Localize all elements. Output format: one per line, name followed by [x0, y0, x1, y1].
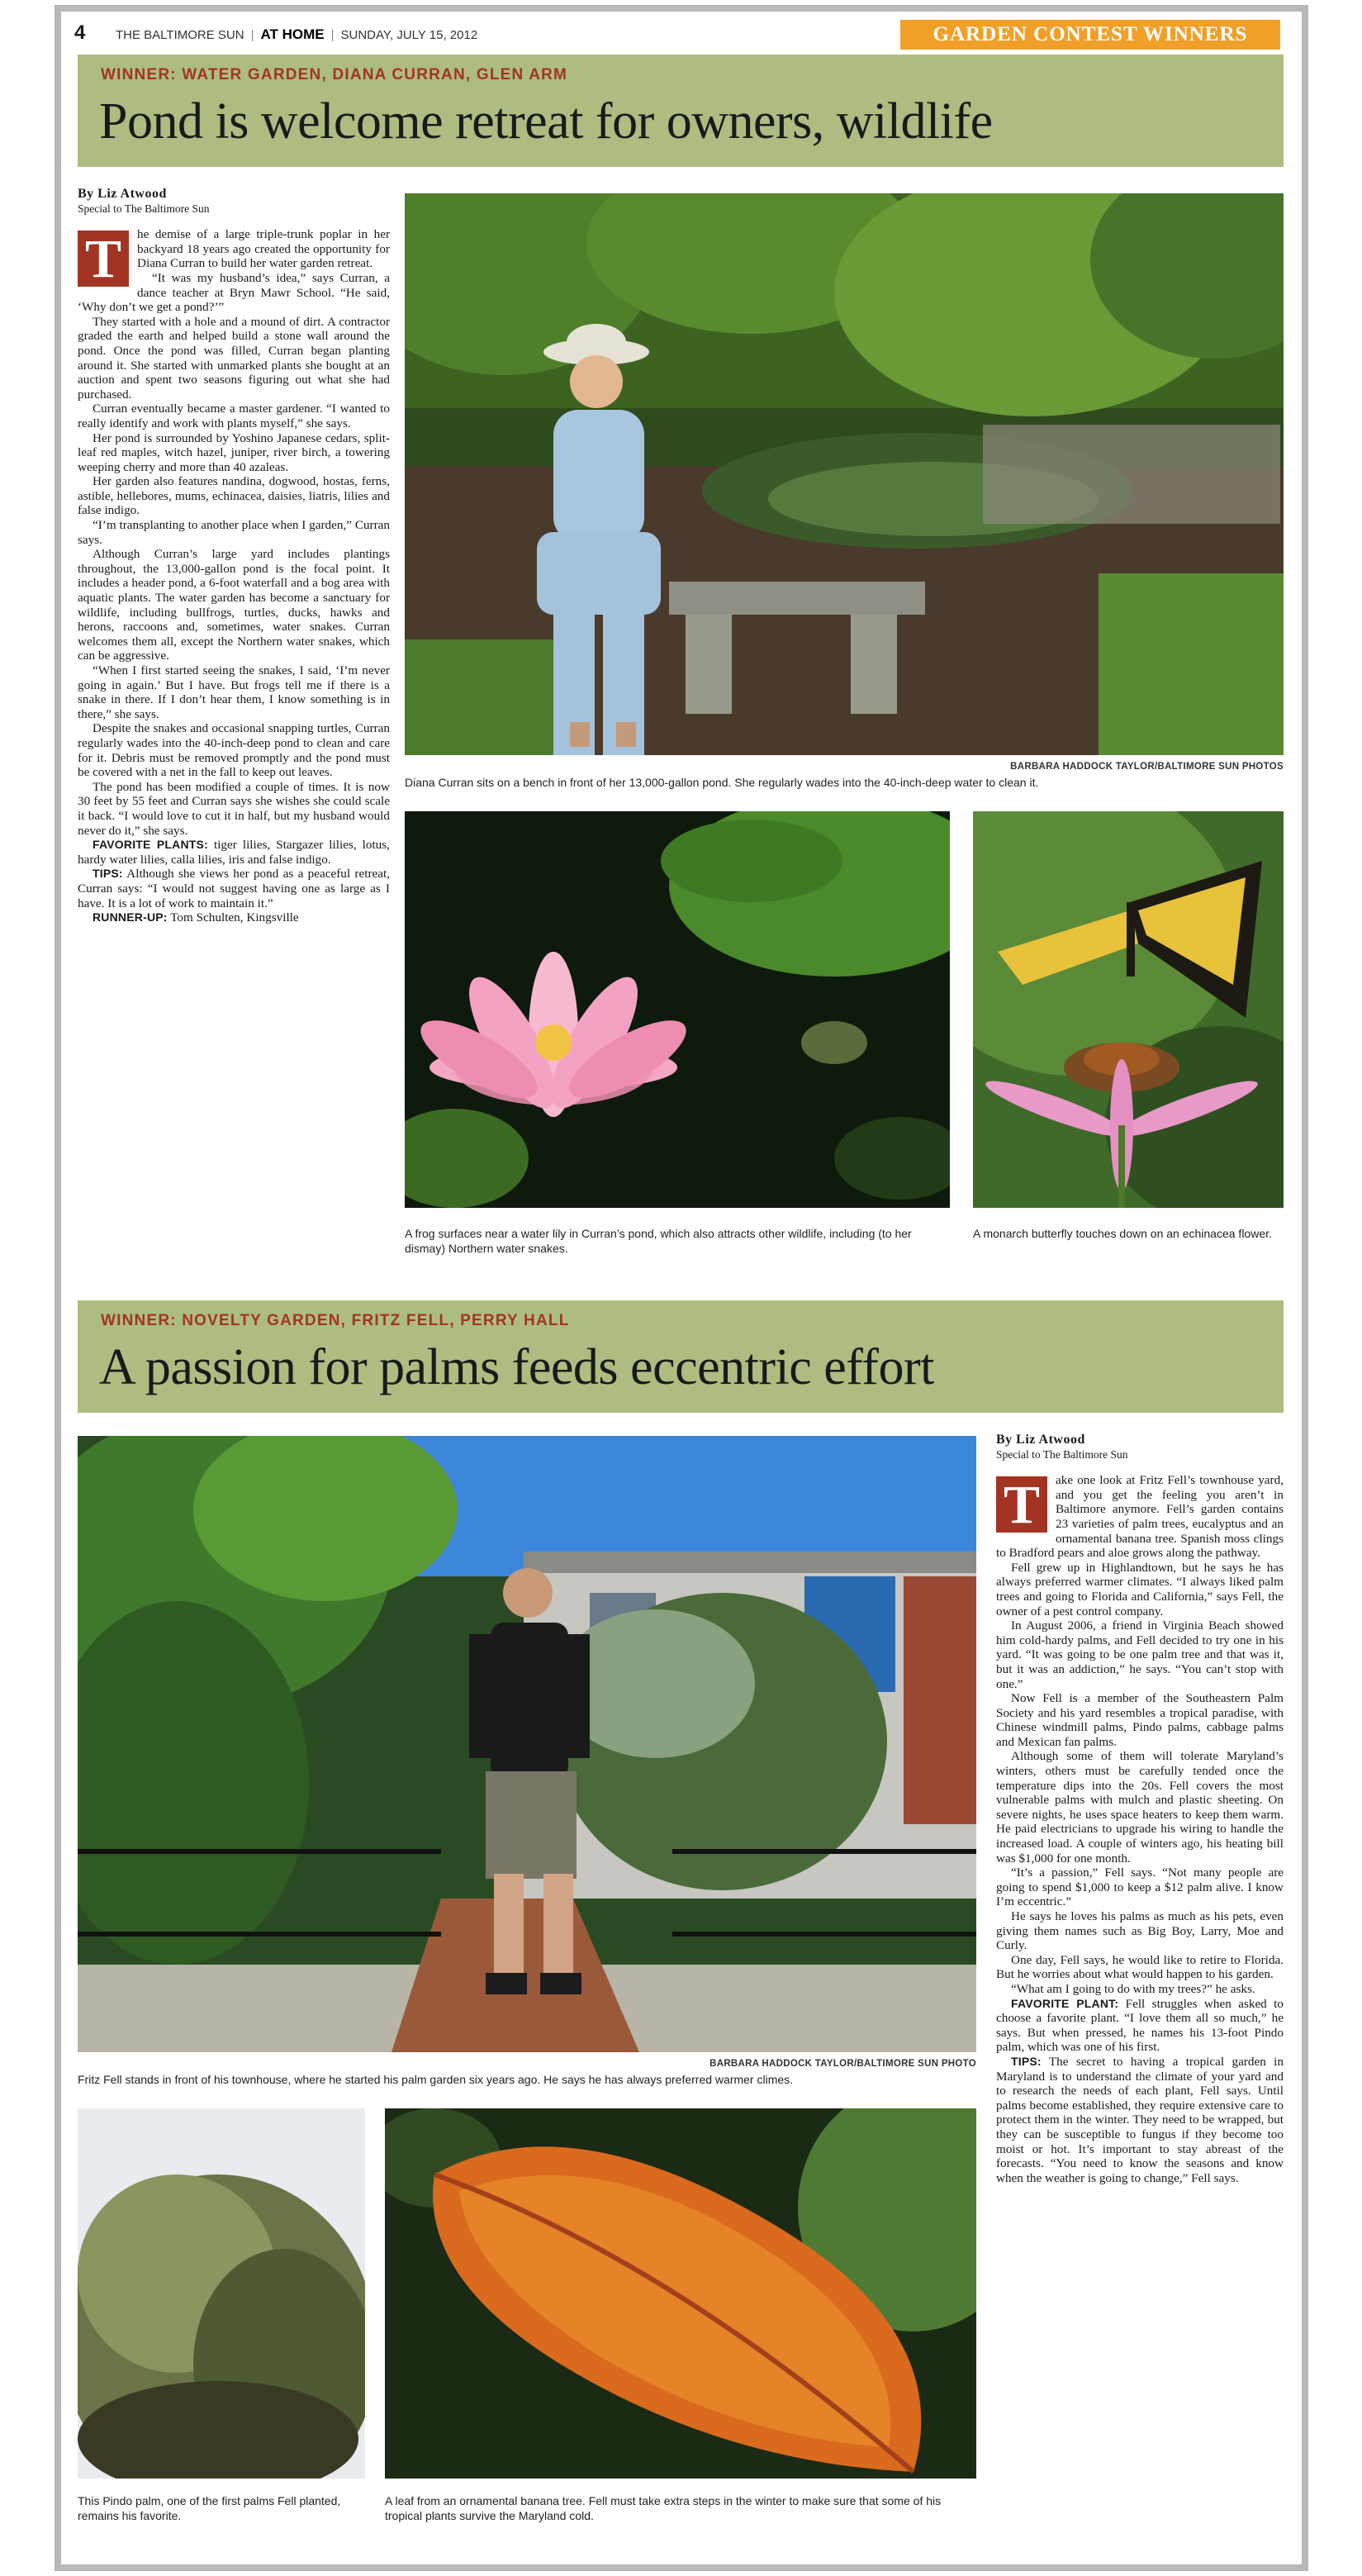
story1-dropcap: T [78, 231, 129, 287]
story2-paragraph: Now Fell is a member of the Southeastern Palm Society and his yard resembles a tropical paradise, with Chinese windmill palms, Pindo palms, cabbage palms and Mexican fan palms. [996, 1691, 1284, 1749]
story1-paragraph: “It was my husband’s idea,” says Curran, a dance teacher at Bryn Mawr School. “He said, ‘Why don’t we get a pond?’” [78, 270, 390, 315]
folio [74, 20, 1280, 53]
section-name: AT HOME [260, 26, 325, 42]
story2-lead: T ake one look at Fritz Fell’s townhouse yard, and you get the feeling you aren’t in Baltimore anymore. Fell’s garden contains 23 varieties of palm trees, eucalyptus and an ornamental banana tree. Spanish moss clings to Bradford pears and aloe grows along the pathway. [996, 1473, 1284, 1561]
story1-paragraph: The pond has been modified a couple of times. It is now 30 feet by 55 feet and Curran says she wishes she could scale it back. “I would love to cut it in half, but my husband would never do it,” she says. [78, 779, 390, 838]
story2-caption-pindo: This Pindo palm, one of the first palms Fell planted, remains his favorite. [78, 2494, 341, 2522]
story2-caption-leaf: A leaf from an ornamental banana tree. Fell must take extra steps in the winter to make sure that some of his tropical plants survive the Maryland cold. [385, 2494, 942, 2522]
story1-paragraph: Curran eventually became a master gardener. “I wanted to really identify and work with plants myself,” she says. [78, 402, 390, 430]
story2-body [996, 1433, 1284, 2540]
story1-favorite-plants: FAVORITE PLANTS: tiger lilies, Stargazer lilies, lotus, hardy water lilies, calla lilies, iris and false indigo. [78, 838, 390, 867]
story1-caption-butterfly: A monarch butterfly touches down on an echinacea flower. [973, 1227, 1272, 1240]
story1-paragraph: Although Curran’s large yard includes plantings throughout, the 13,000-gallon pond is the focal point. It includes a header pond, a 6-foot waterfall and a bog area with aquatic plants. The water garden has become a sanctuary for wildlife, including bullfrogs, turtles, ducks, hawks and herons, raccoons and, sometimes, water snakes. Curran welcomes them all, except the Northern water snakes, which can be aggressive. [78, 547, 390, 663]
story1-runner-up: RUNNER-UP: Tom Schulten, Kingsville [93, 910, 299, 925]
story2-paragraph: Although some of them will tolerate Maryland’s winters, others must be carefully tended once the temperature dips into the 20s. Fell covers the most vulnerable palms with mulch and plastic sheeting. On severe nights, he uses space heaters to keep them warm. He paid electricians to upgrade his wiring to handle the increased load. A couple of winters ago, his heating bill was $1,000 for one month. [996, 1749, 1284, 1865]
photo-banana-leaf [385, 2108, 976, 2479]
contest-label: GARDEN CONTEST WINNERS [900, 20, 1280, 50]
issue-date: SUNDAY, JULY 15, 2012 [340, 28, 478, 42]
story1-photo-credit: BARBARA HADDOCK TAYLOR/BALTIMORE SUN PHOTOS [1010, 762, 1284, 772]
story1-headline: Pond is welcome retreat for owners, wildlife [99, 93, 993, 150]
photo-butterfly-image [973, 811, 1284, 1208]
story2-paragraph: “What am I going to do with my trees?” he asks. [1011, 1981, 1255, 1996]
story1-paragraph: Her garden also features nandina, dogwood, hostas, ferns, astible, hellebores, mums, echinacea, daisies, liatris, lilies and false indigo. [78, 474, 390, 518]
story2-paragraph: “It’s a passion,” Fell says. “Not many people are going to spend $1,000 to keep a $12 palm alive. I know I’m eccentric.” [996, 1865, 1284, 1909]
story2-tips: TIPS: The secret to having a tropical garden in Maryland is to understand the climate of your yard and to research the needs of each plant, Fell says. Until palms become established, they require extensive care to protect them in the winter. They need to be wrapped, but they can be susceptible to fungus if they become too moist or hot. It’s important to stay abreast of the forecasts. “You need to know the seasons and know when the weather is going to change,” Fell says. [996, 2054, 1284, 2185]
story1-paragraph: “I’m transplanting to another place when I garden,” Curran says. [78, 518, 390, 547]
story1-caption-lily: A frog surfaces near a water lily in Curran’s pond, which also attracts other wildlife, including (to her dismay) Northern water snakes. [405, 1227, 912, 1255]
story2-caption-main: Fritz Fell stands in front of his townhouse, where he started his palm garden six years ago. He says he has always preferred warmer climes. [78, 2073, 794, 2086]
story2-favorite-plant: FAVORITE PLANT: Fell struggles when asked to choose a favorite plant. “I love them all so much,” he says. But when pressed, he names his 13-foot Pindo palm, which was one of his first. [996, 1996, 1284, 2055]
paper-name: THE BALTIMORE SUN [116, 28, 244, 42]
story1-paragraph: They started with a hole and a mound of dirt. A contractor graded the earth and helped build a stone wall around the pond. Once the pond was filled, Curran began planting around it. She started with unmarked plants she bought at an auction and spent two seasons figuring out what she had purchased. [78, 314, 390, 402]
photo-fell-townhouse-image [78, 1436, 976, 2052]
photo-fell-townhouse [78, 1436, 976, 2052]
photo-pindo-palm [78, 2108, 365, 2479]
story2-paragraph: In August 2006, a friend in Virginia Beach showed him cold-hardy palms, and Fell decided to try one in his yard. “It was going to be one palm tree and that was it, but it was an addiction,” he says. “You can’t stop with one.” [996, 1618, 1284, 1691]
story1-paragraph: “When I first started seeing the snakes, I said, ‘I’m never going in again.’ But I have. But frogs tell me if there is a snake in there. If I don’t hear them, I know something is in there,” she says. [78, 663, 390, 721]
story2-photo-credit: BARBARA HADDOCK TAYLOR/BALTIMORE SUN PHOTO [709, 2059, 976, 2069]
photo-pindo-palm-image [78, 2108, 365, 2479]
story1-banner [78, 55, 1284, 167]
story1-caption-main: Diana Curran sits on a bench in front of her 13,000-gallon pond. She regularly wades into the 40-inch-deep water to clean it. [405, 776, 1039, 789]
story2-banner [78, 1300, 1284, 1413]
story2-paragraph: One day, Fell says, he would like to retire to Florida. But he worries about what would happen to his garden. [996, 1952, 1284, 1982]
story2-dropcap: T [996, 1476, 1047, 1533]
photo-curran-bench [405, 193, 1284, 755]
photo-water-lily [405, 811, 950, 1208]
story2-headline: A passion for palms feeds eccentric effort [99, 1339, 934, 1395]
story1-tips: TIPS: Although she views her pond as a peaceful retreat, Curran says: “I would not suggest having one as large as I have. It is a lot of work to maintain it.” [78, 867, 390, 910]
story1-lead: T he demise of a large triple-trunk poplar in her backyard 18 years ago created the opportunity for Diana Curran to build her water garden retreat. [78, 227, 390, 271]
photo-banana-leaf-image [385, 2108, 976, 2479]
story1-paragraph: Despite the snakes and occasional snapping turtles, Curran regularly wades into the 40-inch-deep pond to clean and care for it. Debris must be removed promptly and the pond must be covered with a net in the fall to keep out leaves. [78, 721, 390, 780]
story1-paragraph: Her pond is surrounded by Yoshino Japanese cedars, split-leaf red maples, witch hazel, juniper, river birch, a towering weeping cherry and more than 40 azaleas. [78, 430, 390, 474]
folio-line: THE BALTIMORE SUN | AT HOME | SUNDAY, JULY 15, 2012 [116, 26, 478, 42]
photo-butterfly [973, 811, 1284, 1208]
page-number: 4 [74, 21, 86, 44]
story2-paragraph: He says he loves his palms as much as his pets, even giving them names such as Big Boy, Larry, Moe and Curly. [996, 1909, 1284, 1953]
photo-water-lily-image [405, 811, 950, 1208]
story2-paragraph: Fell grew up in Highlandtown, but he says he has always preferred warmer climates. “I always liked palm trees and going to Florida and California,” says Fell, the owner of a pest control company. [996, 1560, 1284, 1618]
story1-byline: By Liz Atwood [78, 187, 167, 201]
photo-curran-bench-image [405, 193, 1284, 755]
story2-byline: By Liz Atwood [996, 1433, 1085, 1447]
story2-kicker: WINNER: NOVELTY GARDEN, FRITZ FELL, PERRY HALL [101, 1312, 570, 1329]
story1-body [78, 187, 390, 1261]
story1-byline-sub: Special to The Baltimore Sun [78, 202, 210, 215]
story1-kicker: WINNER: WATER GARDEN, DIANA CURRAN, GLEN ARM [101, 66, 568, 83]
story2-byline-sub: Special to The Baltimore Sun [996, 1447, 1128, 1461]
